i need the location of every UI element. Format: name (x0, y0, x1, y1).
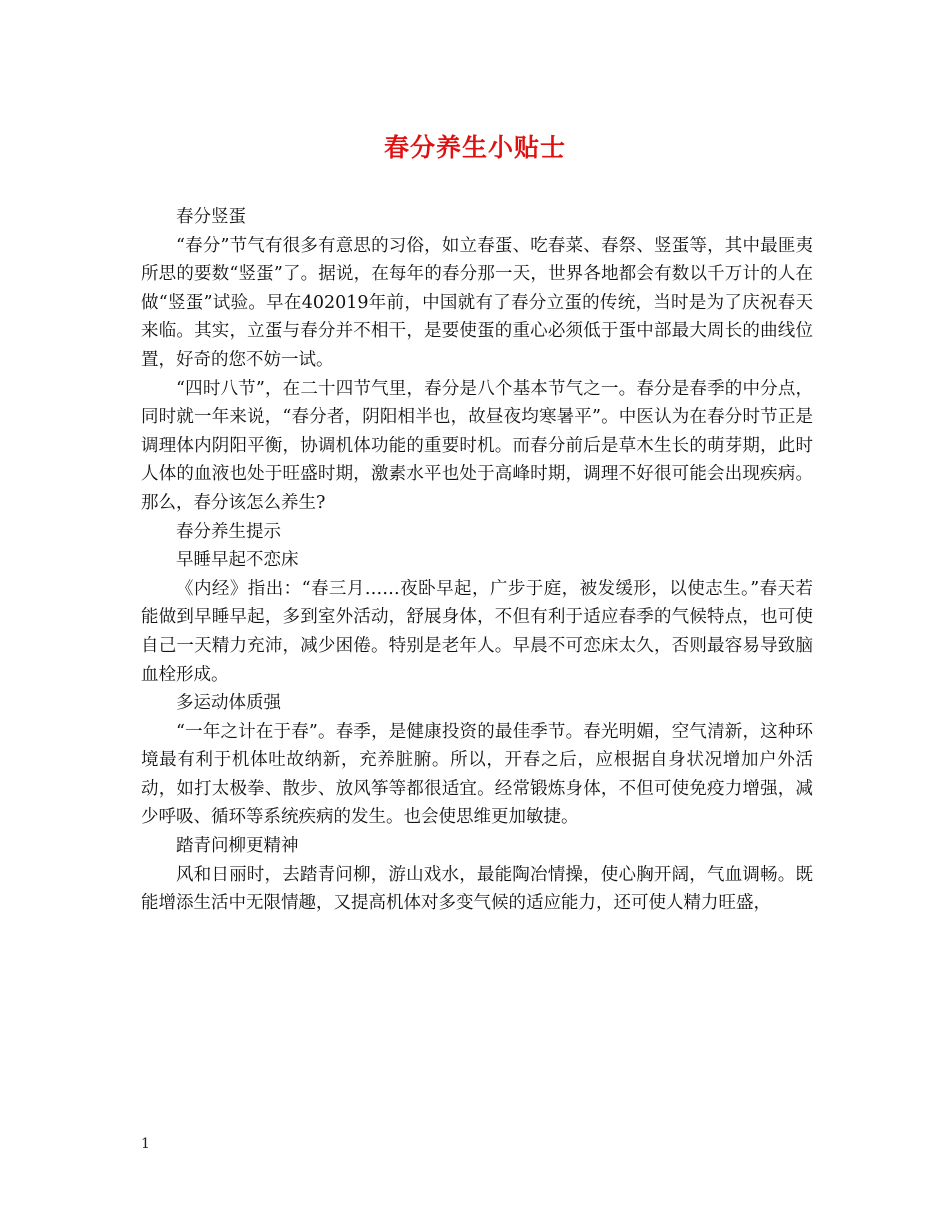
subheading-exercise: 多运动体质强 (176, 693, 281, 714)
subheading-early-sleep: 早睡早起不恋床 (176, 550, 299, 571)
section-heading-shufen-egg: 春分竖蛋 (176, 207, 246, 227)
paragraph-outing: 风和日丽时，去踏青问柳，游山戏水，最能陶冶情操，使心胸开阔，气血调畅。既能增添生活中无限情趣，又提高机体对多变气候的适应能力，还可使人精力旺盛， (141, 864, 813, 914)
page-number: 1 (141, 1136, 150, 1152)
paragraph-exercise: “一年之计在于春”。春季，是健康投资的最佳季节。春光明媚，空气清新，这种环境最有利于机体吐故纳新，充养脏腑。所以，开春之后，应根据自身状况增加户外活动，如打太极拳、散步、放风筝等都很适宜。经常锻炼身体，不但可使免疫力增强，减少呼吸、循环等系统疾病的发生。也会使思维更加敏捷。 (141, 721, 813, 828)
paragraph-egg-custom: “春分”节气有很多有意思的习俗，如立春蛋、吃春菜、春祭、竖蛋等，其中最匪夷所思的要数“竖蛋”了。据说，在每年的春分那一天，世界各地都会有数以千万计的人在做“竖蛋”试验。早在402019年前，中国就有了春分立蛋的传统，当时是为了庆祝春天来临。其实，立蛋与春分并不相干，是要使蛋的重心必须低于蛋中部最大周长的曲线位置，好奇的您不妨一试。 (141, 235, 813, 370)
document-body (141, 203, 813, 918)
paragraph-solar-terms: “四时八节”，在二十四节气里，春分是八个基本节气之一。春分是春季的中分点，同时就一年来说，“春分者，阴阳相半也，故昼夜均寒暑平”。中医认为在春分时节正是调理体内阴阳平衡，协调机体功能的重要时机。而春分前后是草木生长的萌芽期，此时人体的血液也处于旺盛时期，激素水平也处于高峰时期，调理不好很可能会出现疾病。那么，春分该怎么养生? (141, 378, 813, 513)
subheading-outing: 踏青问柳更精神 (176, 836, 299, 857)
page-title: 春分养生小贴士 (383, 133, 566, 162)
paragraph-early-sleep: 《内经》指出：“春三月……夜卧早起，广步于庭，被发缓形，以使志生。”春天若能做到早睡早起，多到室外活动，舒展身体，不但有利于适应春季的气候特点，也可使自己一天精力充沛，减少困倦。特别是老年人。早晨不可恋床太久，否则最容易导致脑血栓形成。 (141, 578, 813, 685)
section-heading-health-tips: 春分养生提示 (176, 521, 281, 542)
